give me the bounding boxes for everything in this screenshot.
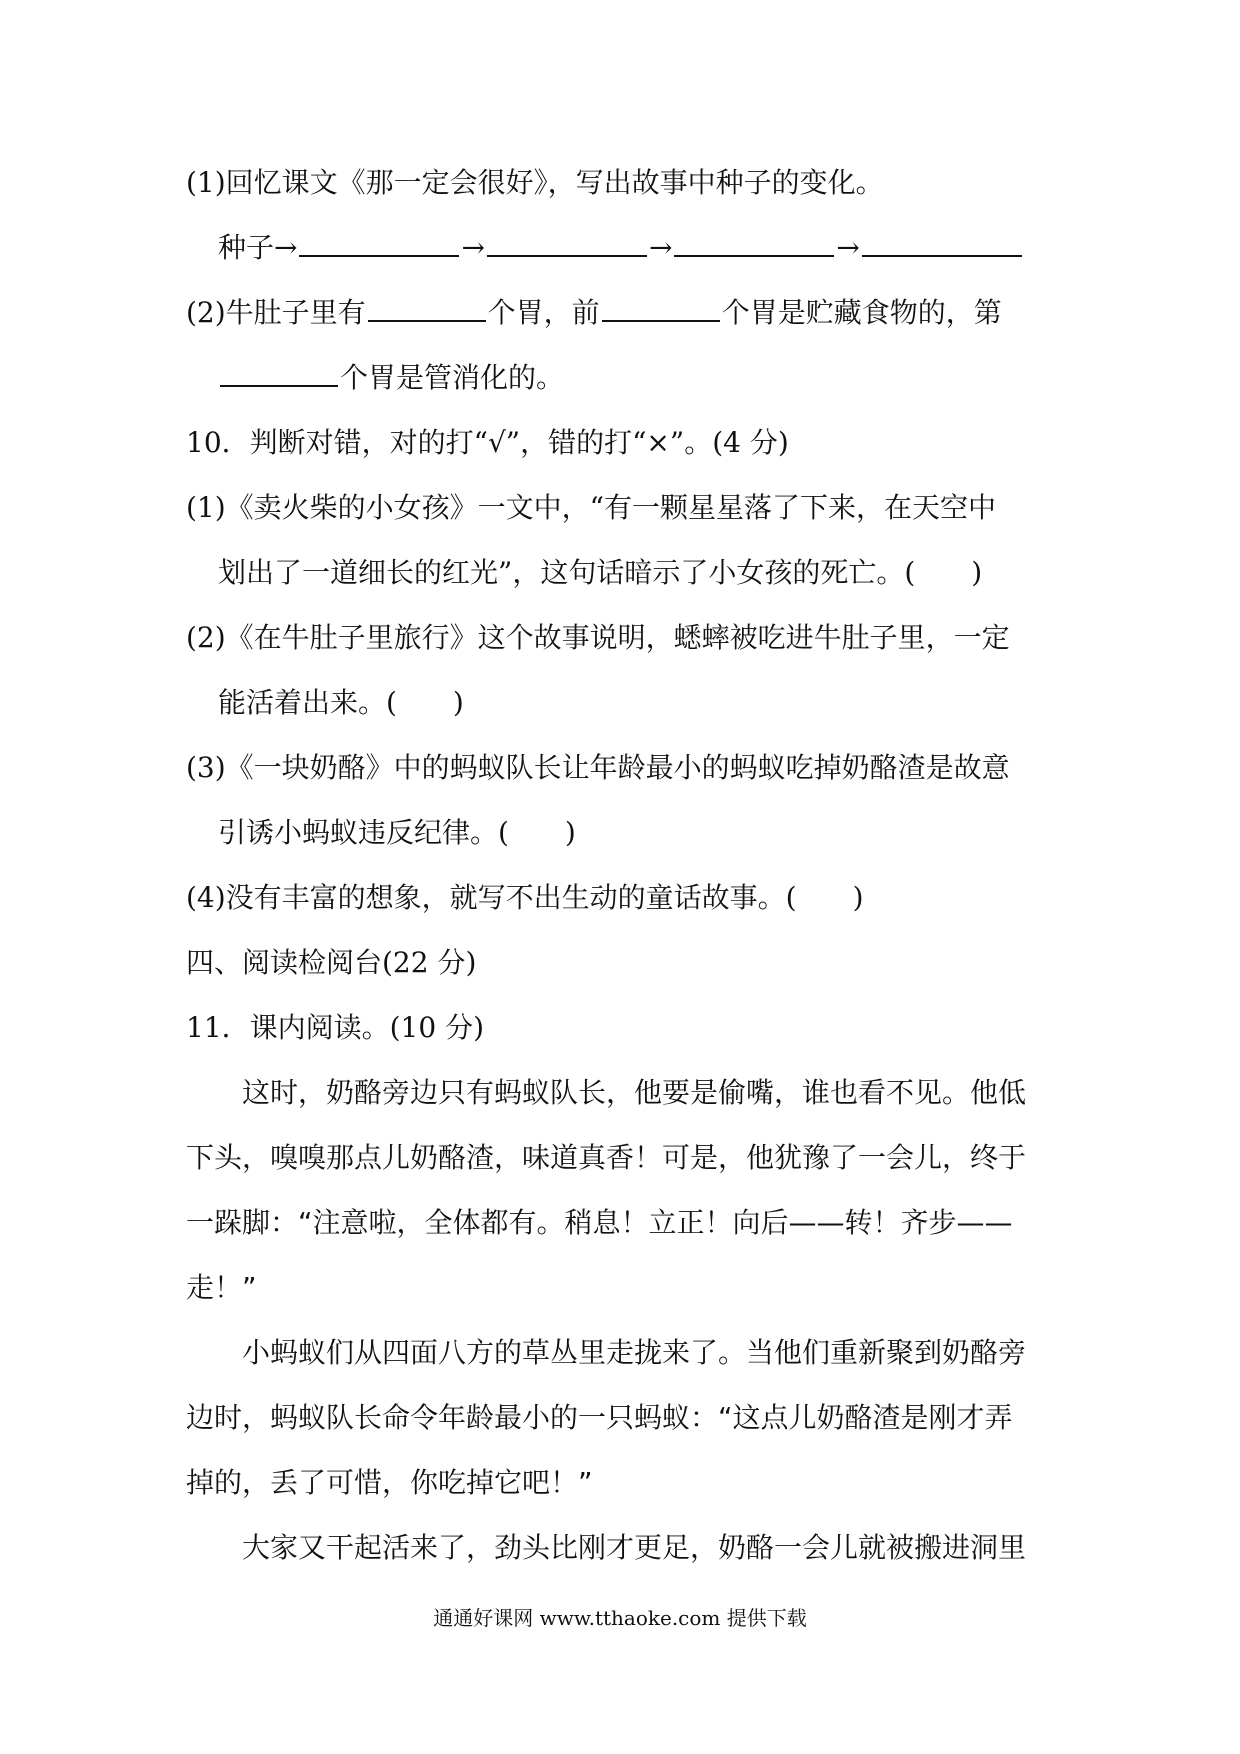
section-heading: 四、阅读检阅台(22 分) <box>186 946 477 979</box>
chain-arrow: → <box>836 231 860 264</box>
answer-blank[interactable] <box>674 233 834 257</box>
q10-item1-line1: (1)《卖火柴的小女孩》一文中，“有一颗星星落了下来，在天空中 <box>186 491 996 524</box>
chain-start: 种子→ <box>218 231 298 264</box>
text-segment: (2)牛肚子里有 <box>186 296 366 329</box>
q10-item3-line1: (3)《一块奶酪》中的蚂蚁队长让年龄最小的蚂蚁吃掉奶酪渣是故意 <box>186 751 1010 784</box>
text-segment: 个胃是管消化的。 <box>340 361 565 394</box>
q11-title: 11．课内阅读。(10 分) <box>186 1011 485 1044</box>
passage-line: 掉的，丢了可惜，你吃掉它吧！” <box>186 1466 593 1499</box>
seed-chain <box>186 215 1066 280</box>
q10-item3-line2: 引诱小蚂蚁违反纪律。( ) <box>218 816 576 849</box>
passage-line: 大家又干起活来了，劲头比刚才更足，奶酪一会儿就被搬进洞里 <box>242 1531 1027 1564</box>
answer-blank[interactable] <box>220 363 338 387</box>
text-segment: 个胃是贮藏食物的，第 <box>721 296 1002 329</box>
passage-line: 下头，嗅嗅那点儿奶酪渣，味道真香！可是，他犹豫了一会儿，终于 <box>186 1141 1027 1174</box>
q9-part2-line2 <box>186 345 1066 410</box>
chain-arrow: → <box>648 231 673 264</box>
q10-item1-line2: 划出了一道细长的红光”，这句话暗示了小女孩的死亡。( ) <box>218 556 983 589</box>
q10-item2-line1: (2)《在牛肚子里旅行》这个故事说明，蟋蟀被吃进牛肚子里，一定 <box>186 621 1010 654</box>
q9-part1: (1)回忆课文《那一定会很好》，写出故事中种子的变化。 <box>186 166 884 199</box>
text-segment: 个胃，前 <box>487 296 600 329</box>
q10-item4-line1: (4)没有丰富的想象，就写不出生动的童话故事。( ) <box>186 881 864 914</box>
passage-line: 一跺脚：“注意啦，全体都有。稍息！立正！向后——转！齐步—— <box>186 1206 1013 1239</box>
answer-blank[interactable] <box>299 233 459 257</box>
passage-line: 走！” <box>186 1271 257 1304</box>
answer-blank[interactable] <box>602 298 720 322</box>
chain-arrow: → <box>461 231 485 264</box>
page-footer: 通通好课网 www.tthaoke.com 提供下载 <box>433 1606 807 1630</box>
q9-part2-line1 <box>186 280 1066 345</box>
page-content <box>186 150 1066 1580</box>
q10-title: 10．判断对错，对的打“√”，错的打“×”。(4 分) <box>186 426 789 459</box>
q10-item2-line2: 能活着出来。( ) <box>218 686 464 719</box>
answer-blank[interactable] <box>487 233 647 257</box>
answer-blank[interactable] <box>862 233 1022 257</box>
passage-line: 这时，奶酪旁边只有蚂蚁队长，他要是偷嘴，谁也看不见。他低 <box>242 1076 1027 1109</box>
passage-line: 小蚂蚁们从四面八方的草丛里走拢来了。当他们重新聚到奶酪旁 <box>242 1336 1027 1369</box>
answer-blank[interactable] <box>368 298 486 322</box>
passage-line: 边时，蚂蚁队长命令年龄最小的一只蚂蚁：“这点儿奶酪渣是刚才弄 <box>186 1401 1013 1434</box>
